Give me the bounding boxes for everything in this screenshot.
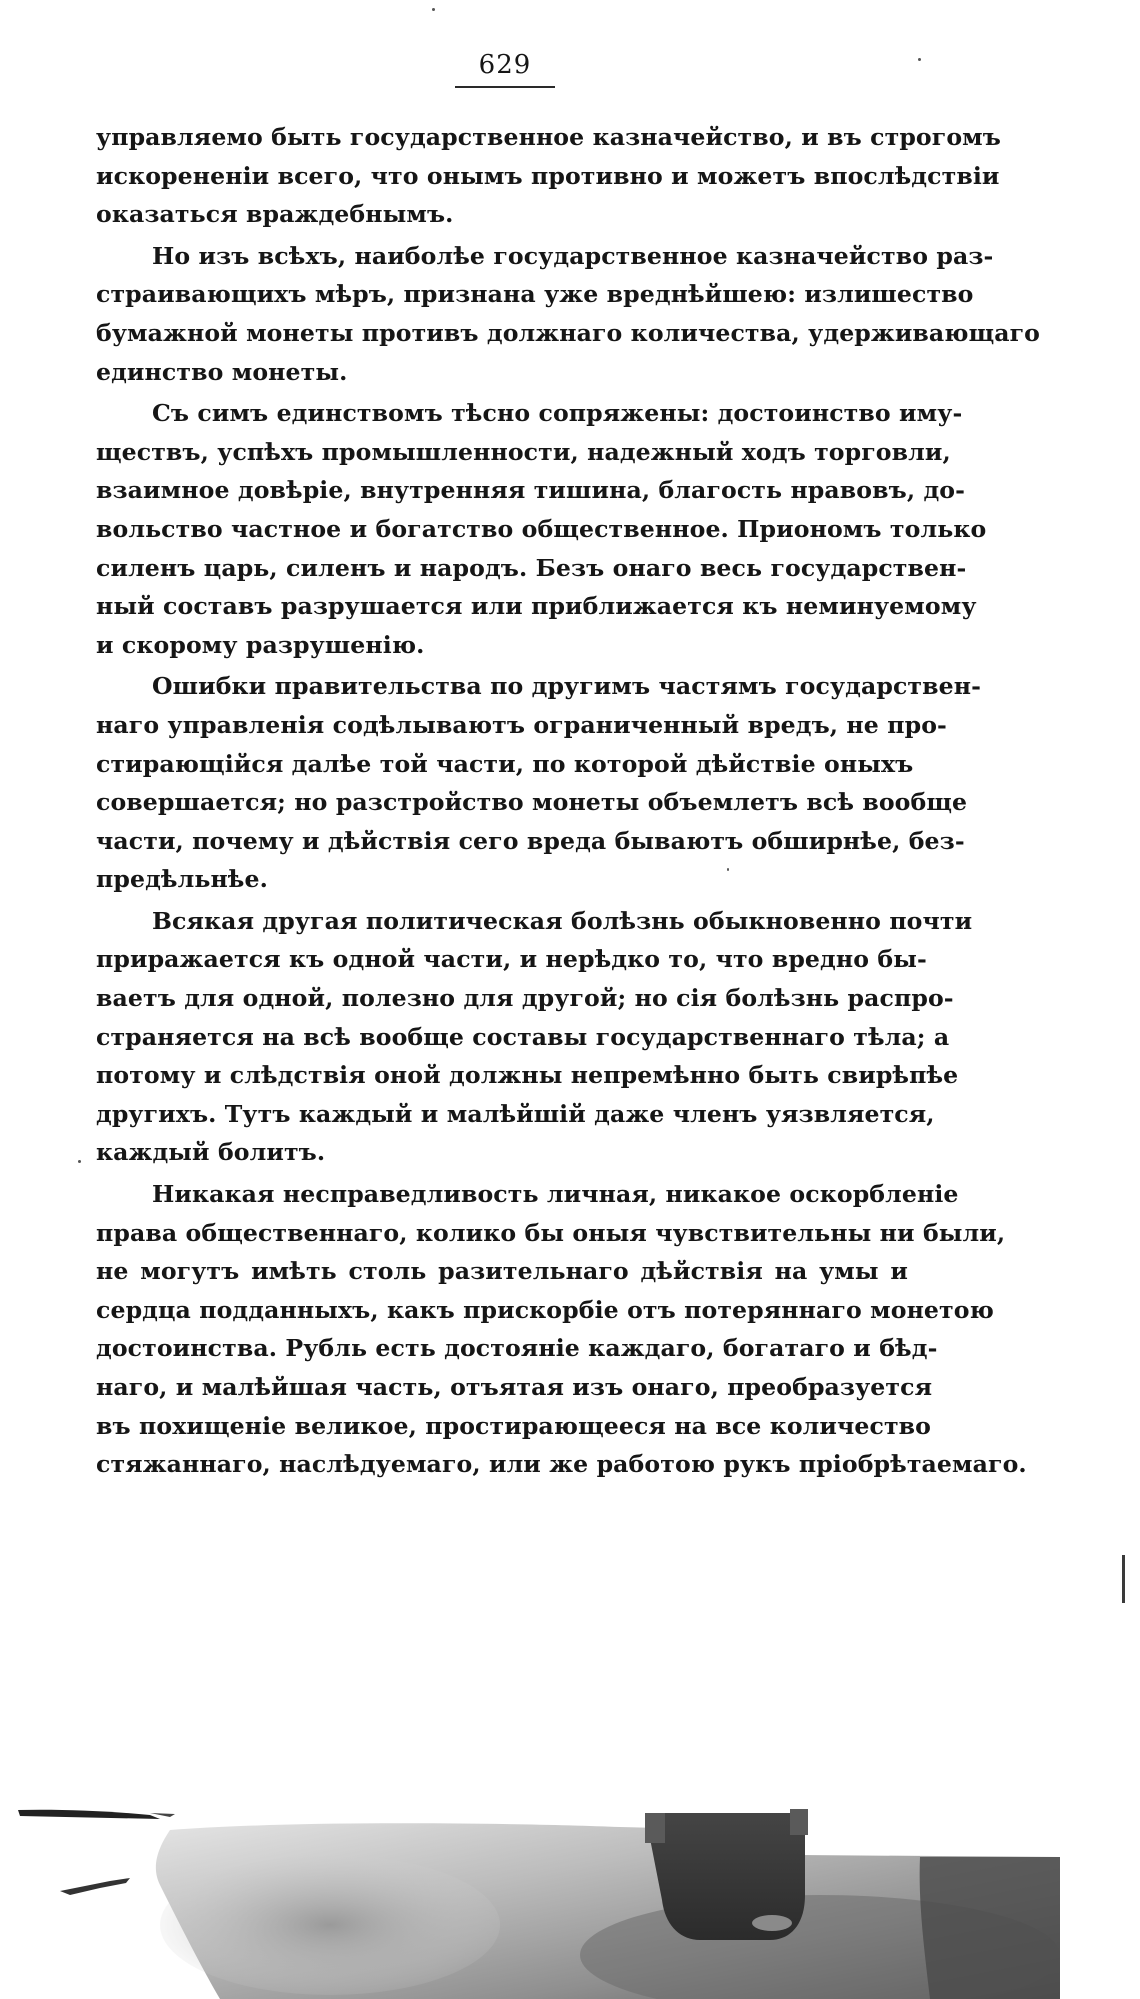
page-number: 629 [478,50,532,80]
paragraph [96,118,1001,234]
text-line: сердца подданныхъ, какъ прискорбіе отъ потеряннаго монетою [96,1295,994,1324]
paragraph [96,394,987,664]
text-line: силенъ царь, силенъ и народъ. Безъ онаго весь государствен- [96,553,967,582]
text-line: стяжаннаго, наслѣдуемаго, или же работою рукъ пріобрѣтаемаго. [96,1450,1027,1479]
page-number-rule [455,86,555,88]
text-line: искорененіи всего, что онымъ противно и можетъ впослѣдствіи [96,161,1000,190]
scan-speck [918,58,921,61]
text-line: предѣльнѣе. [96,865,268,894]
body-text [96,118,1041,1484]
text-line: наго управленія содѣлываютъ ограниченный вредъ, не про- [96,710,947,739]
scan-speck [727,868,729,871]
text-line: Ошибки правительства по другимъ частямъ государствен- [152,672,982,701]
text-line: въ похищеніе великое, простирающееся на все количество [96,1411,932,1440]
scan-artifact-graphic [0,1595,1140,1999]
text-line: части, почему и дѣйствія сего вреда бываютъ обширнѣе, без- [96,826,965,855]
text-line: ществъ, успѣхъ промышленности, надежный ходъ торговли, [96,437,951,466]
text-line: совершается; но разстройство монеты объемлетъ всѣ вообще [96,788,968,817]
text-line: ный составъ разрушается или приближается къ неминуемому [96,592,977,621]
text-line: другихъ. Тутъ каждый и малѣйшій даже членъ уязвляется, [96,1099,935,1128]
paragraph [96,902,973,1172]
text-line: достоинства. Рубль есть достояніе каждаго, богатаго и бѣд- [96,1334,938,1363]
text-line: страивающихъ мѣръ, признана уже вреднѣйшею: излишество [96,280,974,309]
text-line: Всякая другая политическая болѣзнь обыкновенно почти [152,906,973,935]
paragraph [96,667,982,899]
scan-speck [432,8,435,11]
text-line: единство монеты. [96,357,348,386]
text-line: оказаться враждебнымъ. [96,200,454,229]
text-line: права общественнаго, колико бы оныя чувствительны ни были, [96,1218,1006,1247]
text-line: Никакая несправедливость личная, никакое оскорбленіе [152,1180,959,1209]
scan-speck [78,1160,81,1163]
text-line: управляемо быть государственное казначейство, и въ строгомъ [96,123,1001,151]
paragraph [96,1175,1027,1484]
text-line: стирающійся далѣе той части, по которой дѣйствіе оныхъ [96,749,914,778]
text-line: бумажной монеты противъ должнаго количества, удерживающаго [96,318,1041,347]
text-line: наго, и малѣйшая часть, отъятая изъ онаго, преобразуется [96,1373,933,1401]
text-line: потому и слѣдствія оной должны непремѣнно быть свирѣпѣе [96,1061,959,1090]
text-line: Съ симъ единствомъ тѣсно сопряжены: достоинство иму- [152,399,963,428]
text-line: Но изъ всѣхъ, наиболѣе государственное казначейство раз- [152,241,994,270]
text-line: вольство частное и богатство общественное. Приономъ только [96,514,987,543]
scan-artifact [0,1595,1140,1999]
paragraph [96,237,1041,391]
text-line: не могутъ имѣть столь разительнаго дѣйствія на умы и [96,1257,908,1286]
text-line: и скорому разрушенію. [96,630,425,659]
text-line: приражается къ одной части, и нерѣдко то, что вредно бы- [96,945,927,974]
text-line: ваетъ для одной, полезно для другой; но сія болѣзнь распро- [96,984,954,1013]
text-line: каждый болитъ. [96,1138,326,1167]
text-line: взаимное довѣріе, внутренняя тишина, благость нравовъ, до- [96,476,965,505]
text-line: страняется на всѣ вообще составы государственнаго тѣла; а [96,1022,950,1051]
